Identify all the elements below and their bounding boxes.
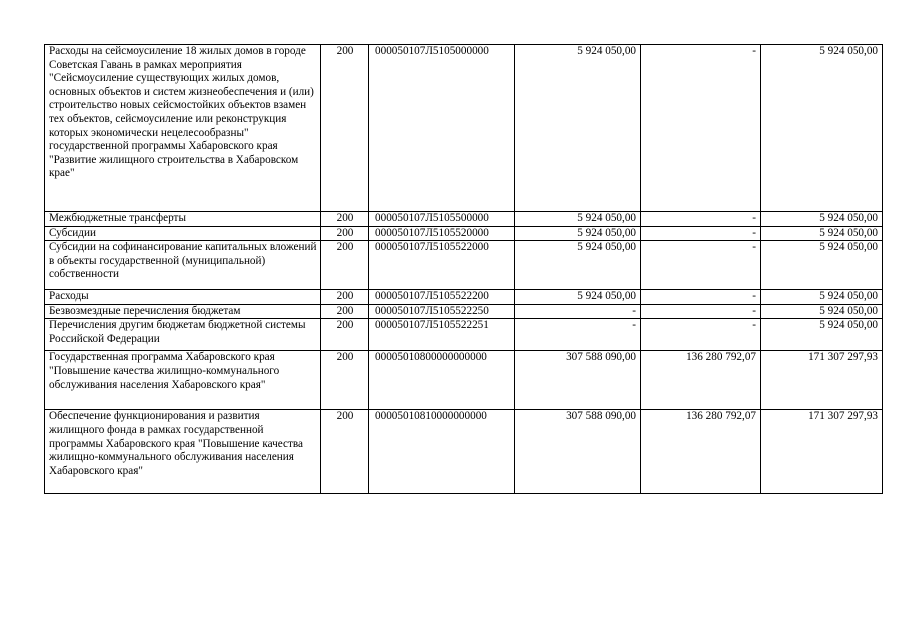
row-kvsr: 200 [321,319,369,351]
row-code: 000050107Л5105520000 [369,226,515,241]
row-rest: 5 924 050,00 [761,319,883,351]
row-plan: 5 924 050,00 [515,290,641,305]
row-code: 00005010810000000000 [369,410,515,494]
row-rest: 5 924 050,00 [761,241,883,290]
row-exec: - [641,290,761,305]
row-code: 000050107Л5105522000 [369,241,515,290]
row-exec: - [641,212,761,227]
row-rest: 5 924 050,00 [761,290,883,305]
table-row [45,319,883,351]
table-row [45,304,883,319]
row-kvsr: 200 [321,45,369,212]
row-name: Субсидии на софинансирование капитальных вложений в объекты государственной (муниципальной) собственности [45,241,321,290]
row-exec: - [641,226,761,241]
row-exec: - [641,304,761,319]
row-rest: 171 307 297,93 [761,410,883,494]
row-plan: 5 924 050,00 [515,212,641,227]
row-kvsr: 200 [321,226,369,241]
row-plan: 307 588 090,00 [515,351,641,410]
row-name: Перечисления другим бюджетам бюджетной системы Российской Федерации [45,319,321,351]
row-plan: 307 588 090,00 [515,410,641,494]
row-exec: - [641,319,761,351]
row-name: Расходы на сейсмоусиление 18 жилых домов в городе Советская Гавань в рамках мероприятия "Сейсмоусиление существующих жилых домов, основных объектов и систем жизнеобеспечения и (или) строительство новых сейсмостойких объектов взамен тех объектов, сейсмоусиление или реконструкция которых экономически нецелесообразны" государственной программы Хабаровского края "Развитие жилищного строительства в Хабаровском крае" [45,45,321,212]
table-row [45,45,883,212]
row-rest: 5 924 050,00 [761,212,883,227]
row-rest: 171 307 297,93 [761,351,883,410]
row-name: Государственная программа Хабаровского края "Повышение качества жилищно-коммунального обслуживания населения Хабаровского края" [45,351,321,410]
table-row [45,351,883,410]
table-row [45,212,883,227]
row-name: Обеспечение функционирования и развития жилищного фонда в рамках государственной программы Хабаровского края "Повышение качества жилищно-коммунального обслуживания населения Хабаровского края" [45,410,321,494]
row-kvsr: 200 [321,410,369,494]
document-page [44,44,882,494]
row-code: 000050107Л5105000000 [369,45,515,212]
row-code: 000050107Л5105522250 [369,304,515,319]
row-code: 00005010800000000000 [369,351,515,410]
row-name: Расходы [45,290,321,305]
row-code: 000050107Л5105522200 [369,290,515,305]
table-row [45,290,883,305]
row-rest: 5 924 050,00 [761,304,883,319]
row-kvsr: 200 [321,212,369,227]
row-plan: 5 924 050,00 [515,241,641,290]
budget-table [44,44,883,494]
row-exec: - [641,241,761,290]
row-name: Межбюджетные трансферты [45,212,321,227]
row-code: 000050107Л5105522251 [369,319,515,351]
row-exec: 136 280 792,07 [641,351,761,410]
row-rest: 5 924 050,00 [761,45,883,212]
table-row [45,241,883,290]
row-exec: 136 280 792,07 [641,410,761,494]
row-rest: 5 924 050,00 [761,226,883,241]
row-name: Безвозмездные перечисления бюджетам [45,304,321,319]
budget-table-body [45,45,883,494]
table-row [45,410,883,494]
row-exec: - [641,45,761,212]
row-plan: - [515,304,641,319]
table-row [45,226,883,241]
row-name: Субсидии [45,226,321,241]
row-kvsr: 200 [321,290,369,305]
row-kvsr: 200 [321,304,369,319]
row-kvsr: 200 [321,241,369,290]
row-plan: - [515,319,641,351]
row-code: 000050107Л5105500000 [369,212,515,227]
row-plan: 5 924 050,00 [515,45,641,212]
row-plan: 5 924 050,00 [515,226,641,241]
row-kvsr: 200 [321,351,369,410]
